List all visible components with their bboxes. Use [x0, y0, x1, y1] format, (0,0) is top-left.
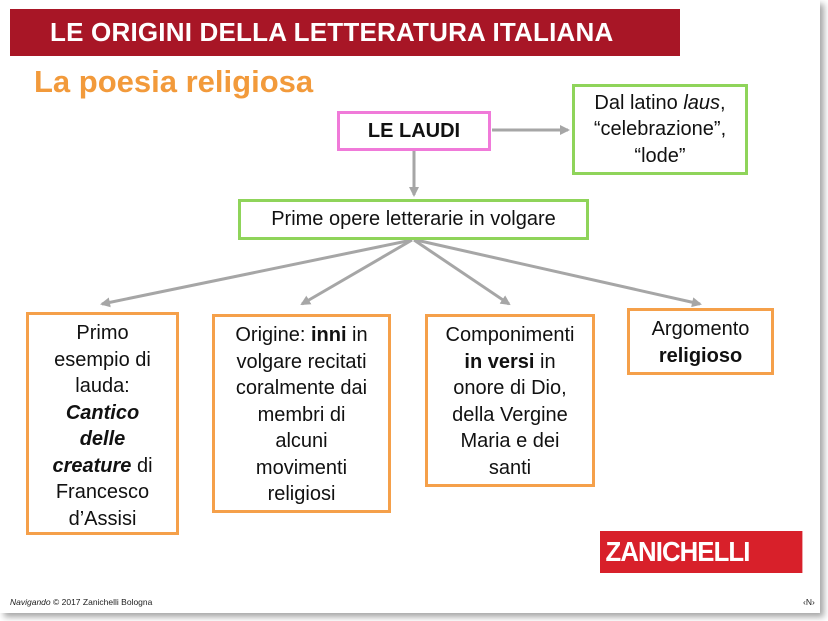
center-node: [238, 199, 589, 240]
center-label: Prime opere letterarie in volgare: [271, 208, 556, 231]
box-primo-esempio: Primo esempio di lauda: Cantico delle creature di Francesco d’Assisi: [26, 312, 179, 535]
arrow-center-to-box4: [416, 240, 700, 304]
arrow-center-to-box2: [302, 240, 412, 304]
box-componimenti: Componimenti in versi in onore di Dio, della Vergine Maria e dei santi: [425, 314, 595, 487]
definition-node: Dal latino laus, “celebrazione”, “lode”: [572, 84, 748, 175]
section-subtitle: La poesia religiosa: [34, 64, 314, 99]
arrow-center-to-box1: [102, 240, 412, 304]
box-origine: Origine: inni in volgare recitati coralmente dai membri di alcuni movimenti religiosi: [212, 314, 391, 513]
zanichelli-logo: ZANICHELLI: [600, 531, 802, 573]
page-number: ‹N›: [803, 597, 815, 607]
root-node-laudi: [337, 111, 491, 151]
footer-credit: Navigando © 2017 Zanichelli Bologna: [10, 597, 153, 607]
slide-title: LE ORIGINI DELLA LETTERATURA ITALIANA: [10, 9, 680, 56]
root-label: LE LAUDI: [367, 119, 461, 142]
box-argomento: Argomento religioso: [627, 308, 774, 375]
